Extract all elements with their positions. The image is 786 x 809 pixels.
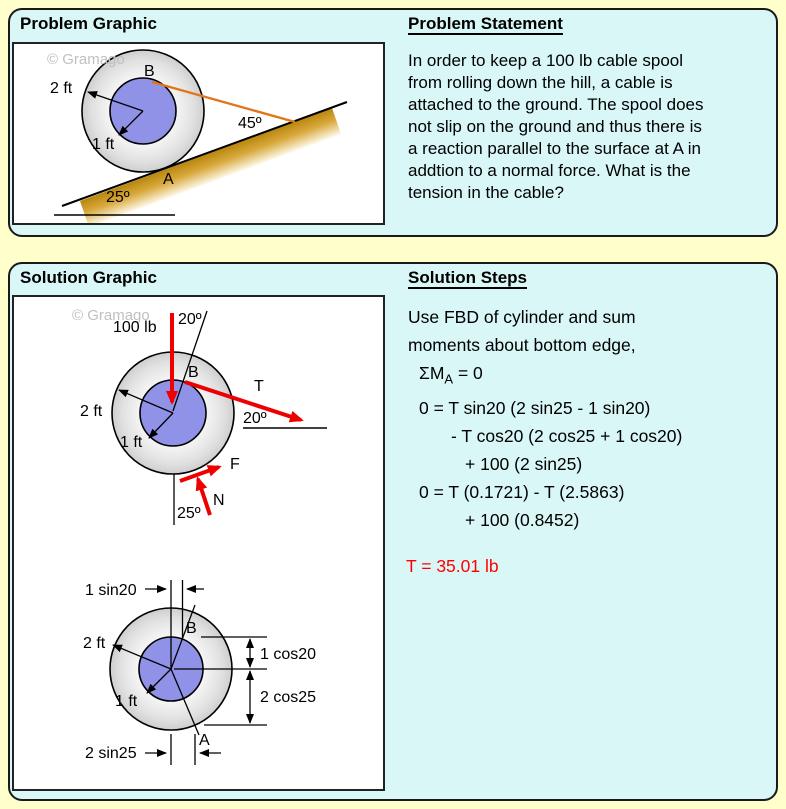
- dim-point-a-label: A: [199, 732, 210, 749]
- statement-line: addtion to a normal force. What is the: [408, 161, 691, 180]
- fbd-incline-angle-label: 25º: [177, 505, 201, 522]
- solution-graphic-title: Solution Graphic: [20, 268, 157, 287]
- fbd-radius-2ft-label: 2 ft: [80, 403, 103, 420]
- equation-line: - T cos20 (2 cos25 + 1 cos20): [451, 425, 683, 446]
- weight-label: 100 lb: [113, 319, 157, 336]
- tension-angle-label: 20º: [243, 410, 267, 427]
- moment-eq-subscript: A: [444, 371, 454, 387]
- dim-radius-1ft-label: 1 ft: [115, 693, 138, 710]
- problem-statement-title: Problem Statement: [408, 14, 563, 33]
- statement-line: from rolling down the hill, a cable is: [408, 73, 673, 92]
- radius-2ft-label: 2 ft: [50, 80, 73, 97]
- statement-line: tension in the cable?: [408, 183, 564, 202]
- incline-angle-label: 25º: [106, 189, 130, 206]
- dim-1sin20-label: 1 sin20: [85, 582, 137, 599]
- friction-label: F: [230, 456, 240, 473]
- equation-line: + 100 (2 sin25): [465, 453, 583, 474]
- cable-angle-label: 45º: [238, 115, 262, 132]
- tension-label: T: [254, 378, 264, 395]
- statement-line: not slip on the ground and thus there is: [408, 117, 702, 136]
- equation-line: 0 = T sin20 (2 sin25 - 1 sin20): [419, 397, 651, 418]
- solution-graphic-canvas: [14, 297, 383, 789]
- point-b-label: B: [144, 63, 155, 80]
- moment-eq-pre: ΣM: [419, 363, 445, 383]
- fbd-point-b-label: B: [188, 364, 199, 381]
- statement-line: a reaction parallel to the surface at A in: [408, 139, 701, 158]
- solution-steps-title: Solution Steps: [408, 268, 527, 287]
- steps-line: moments about bottom edge,: [408, 335, 636, 355]
- problem-graphic-box: [12, 42, 385, 225]
- solution-steps-text: [408, 303, 782, 534]
- radius-1ft-label: 1 ft: [92, 136, 115, 153]
- dim-radius-2ft-label: 2 ft: [83, 635, 106, 652]
- watermark: © Gramago: [72, 307, 150, 324]
- normal-label: N: [213, 492, 225, 509]
- dim-point-b-label: B: [186, 620, 197, 637]
- equation-line: + 100 (0.8452): [465, 509, 580, 530]
- solution-graphic-box: [12, 295, 385, 791]
- dim-2sin25-label: 2 sin25: [85, 745, 137, 762]
- watermark: © Gramago: [47, 51, 125, 68]
- problem-statement-text: [408, 50, 782, 204]
- moment-equation: [408, 359, 782, 394]
- statement-line: In order to keep a 100 lb cable spool: [408, 51, 684, 70]
- statement-line: attached to the ground. The spool does: [408, 95, 704, 114]
- dim-1cos20-label: 1 cos20: [260, 646, 317, 663]
- fbd-radius-1ft-label: 1 ft: [120, 434, 143, 451]
- point-a-label: A: [163, 171, 174, 188]
- problem-graphic-title: Problem Graphic: [20, 14, 157, 33]
- moment-eq-post: = 0: [453, 363, 483, 383]
- answer-text: T = 35.01 lb: [406, 556, 499, 576]
- problem-graphic-canvas: [14, 44, 383, 223]
- dim-2cos25-label: 2 cos25: [260, 689, 317, 706]
- steps-line: Use FBD of cylinder and sum: [408, 307, 636, 327]
- cable-angle-top-label: 20º: [178, 311, 202, 328]
- equation-line: 0 = T (0.1721) - T (2.5863): [419, 481, 625, 502]
